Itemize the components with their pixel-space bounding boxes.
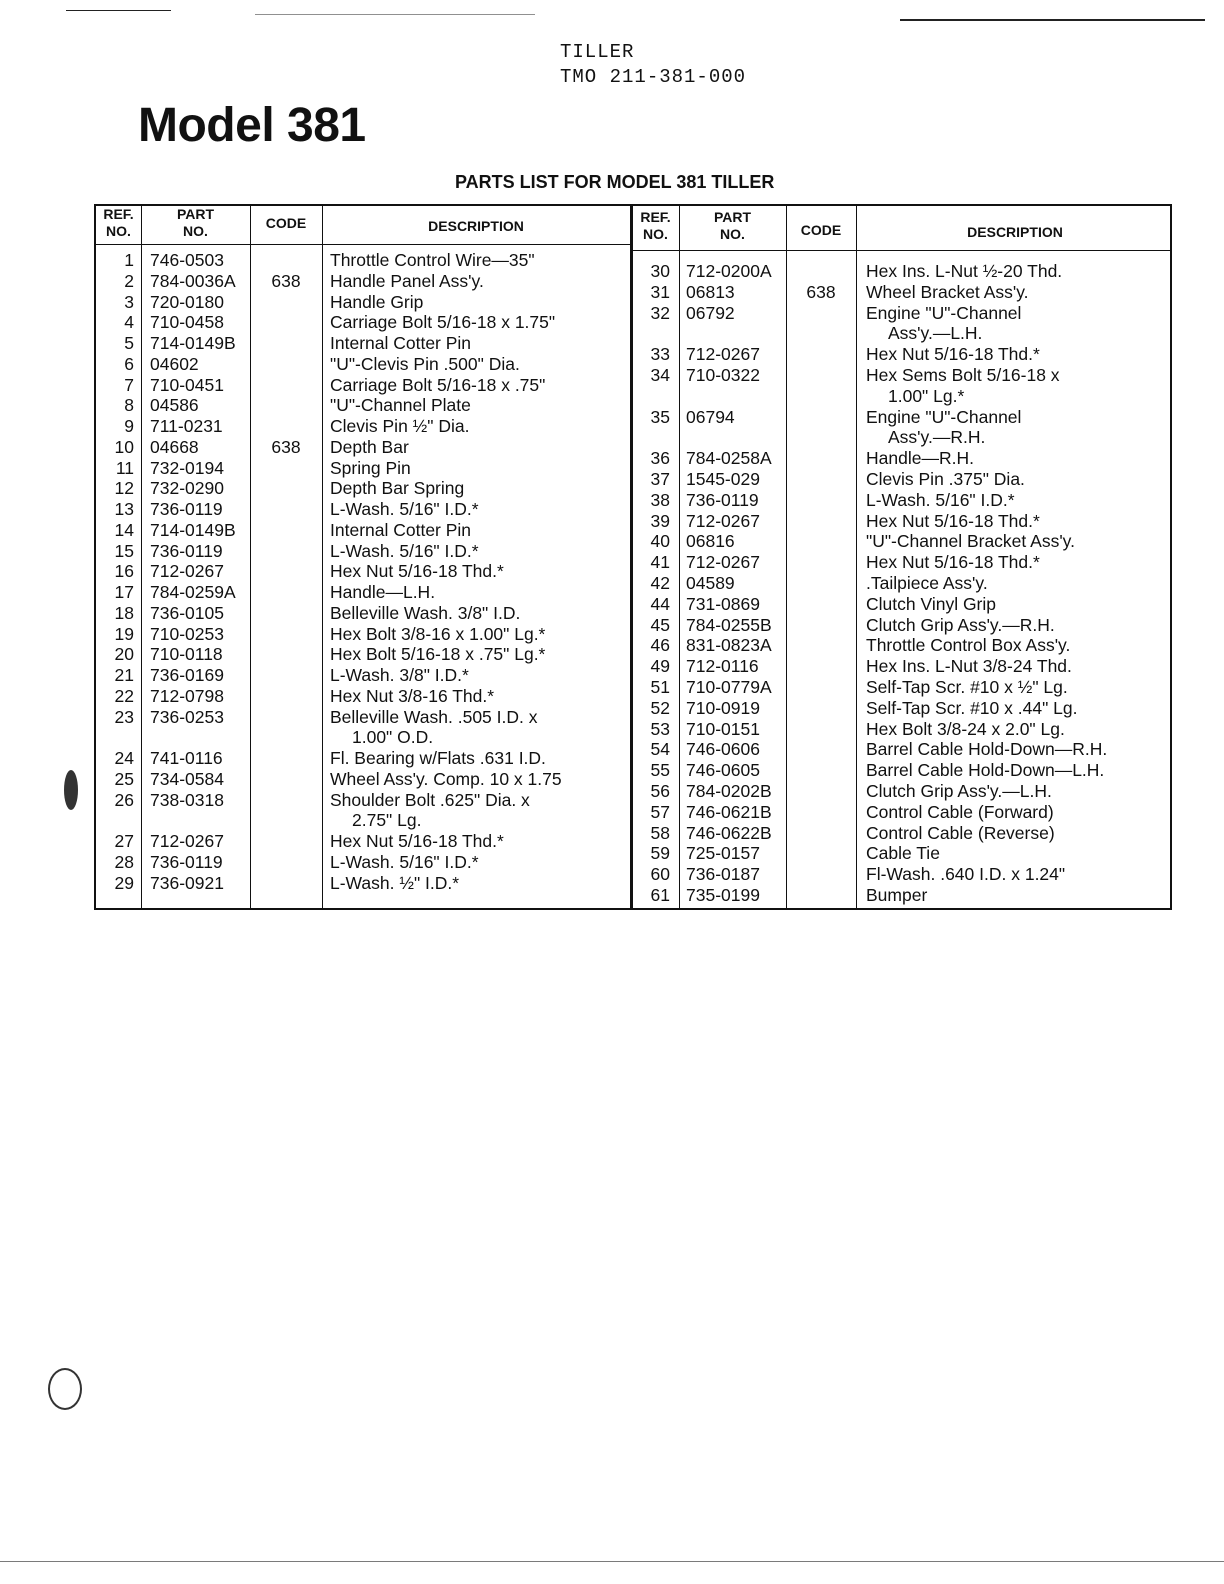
description-text: 1.00" O.D.	[352, 727, 434, 748]
code-value: 638	[271, 436, 301, 457]
part-number: 712-0267	[150, 561, 224, 582]
header-rule-left	[96, 244, 632, 245]
description-text: Engine "U"-Channel	[866, 302, 1022, 323]
description-text: Carriage Bolt 5/16-18 x 1.75"	[330, 312, 556, 333]
ref-number: 52	[650, 697, 670, 718]
header-ref-no: REF. NO.	[103, 206, 134, 239]
description-text: Hex Bolt 3/8-16 x 1.00" Lg.*	[330, 623, 546, 644]
part-number: 736-0105	[150, 602, 224, 623]
header-part-no: PART NO.	[176, 206, 215, 239]
description-text: Handle—L.H.	[330, 582, 436, 602]
part-number: 710-0151	[686, 718, 760, 739]
description-text: Barrel Cable Hold-Down—R.H.	[866, 739, 1108, 760]
part-number: 746-0606	[686, 739, 760, 760]
part-number: 784-0258A	[686, 448, 772, 469]
part-number: 712-0267	[150, 831, 224, 851]
scan-mark-bottom	[0, 1561, 1224, 1562]
description-text: L-Wash. 5/16" I.D.*	[330, 499, 479, 519]
col-divider	[679, 206, 680, 908]
header-code-right: CODE	[800, 222, 842, 238]
part-number: 784-0202B	[686, 781, 772, 801]
ref-number: 6	[124, 353, 134, 374]
header-code: CODE	[265, 215, 307, 231]
part-number: 711-0231	[150, 416, 223, 436]
ref-number: 34	[650, 365, 670, 385]
ref-number: 33	[650, 344, 670, 365]
description-text: Hex Nut 5/16-18 Thd.*	[866, 344, 1040, 365]
description-text: Handle—R.H.	[866, 448, 974, 469]
ref-number: 61	[650, 885, 670, 905]
description-text: L-Wash. 5/16" I.D.*	[330, 851, 479, 872]
ref-number: 9	[124, 416, 134, 436]
code-value: 638	[806, 281, 836, 302]
description-text: Wheel Ass'y. Comp. 10 x 1.75	[330, 768, 562, 789]
ref-number: 31	[650, 281, 670, 302]
ref-number: 40	[650, 531, 670, 552]
ref-number: 46	[650, 635, 670, 656]
description-text: L-Wash. 5/16" I.D.*	[330, 540, 479, 561]
ref-number: 17	[114, 582, 134, 602]
part-number: 746-0605	[686, 760, 760, 781]
description-text: Engine "U"-Channel	[866, 406, 1022, 427]
ref-number: 38	[650, 489, 670, 510]
code-value: 638	[271, 270, 301, 291]
part-number: 04586	[150, 395, 199, 416]
ref-number: 20	[114, 644, 134, 665]
part-number: 735-0199	[686, 885, 760, 905]
part-number: 736-0169	[150, 665, 224, 685]
ref-number: 56	[650, 781, 670, 801]
part-number: 732-0290	[150, 478, 224, 499]
part-number: 784-0255B	[686, 614, 772, 635]
description-text: Hex Ins. L-Nut 3/8-24 Thd.	[866, 656, 1072, 677]
description-text: Cable Tie	[866, 843, 940, 864]
description-text: Throttle Control Box Ass'y.	[866, 635, 1071, 656]
part-number: 712-0116	[686, 656, 759, 677]
ref-number: 5	[124, 333, 134, 353]
ref-number: 42	[650, 573, 670, 593]
ref-number: 25	[114, 768, 134, 789]
col-divider	[250, 206, 251, 908]
scan-mark-top-left	[66, 10, 171, 11]
header-rule-right	[632, 250, 1172, 251]
header-line-2: TMO 211-381-000	[560, 66, 747, 88]
ref-number: 57	[650, 801, 670, 822]
description-text: Clutch Vinyl Grip	[866, 593, 997, 614]
ref-number: 54	[650, 739, 670, 760]
ref-number: 58	[650, 822, 670, 843]
part-number: 741-0116	[150, 748, 223, 768]
description-text: L-Wash. 3/8" I.D.*	[330, 665, 469, 685]
ref-number: 16	[114, 561, 134, 582]
punch-hole-mark-2	[64, 770, 78, 810]
description-text: Depth Bar Spring	[330, 478, 465, 499]
part-number: 736-0119	[150, 499, 223, 519]
description-text: Control Cable (Forward)	[866, 801, 1054, 822]
description-text: Clutch Grip Ass'y.—L.H.	[866, 781, 1052, 801]
description-text: Hex Nut 5/16-18 Thd.*	[330, 831, 504, 851]
ref-number: 53	[650, 718, 670, 739]
ref-number: 3	[124, 291, 134, 312]
scan-mark-top-center	[255, 14, 535, 15]
part-number: 04589	[686, 573, 735, 593]
ref-number: 19	[114, 623, 134, 644]
description-text: Clevis Pin .375" Dia.	[866, 469, 1025, 489]
ref-number: 51	[650, 677, 670, 697]
ref-number: 45	[650, 614, 670, 635]
ref-number: 13	[114, 499, 134, 519]
description-text: Ass'y.—R.H.	[888, 427, 986, 448]
description-text: Hex Ins. L-Nut ½-20 Thd.	[866, 261, 1063, 281]
description-text: .Tailpiece Ass'y.	[866, 573, 988, 593]
part-number: 710-0253	[150, 623, 224, 644]
description-text: Handle Panel Ass'y.	[330, 270, 484, 291]
ref-number: 21	[114, 665, 134, 685]
part-number: 712-0798	[150, 685, 224, 706]
ref-number: 8	[124, 395, 134, 416]
ref-number: 28	[114, 851, 134, 872]
ref-number: 41	[650, 552, 670, 573]
description-text: 2.75" Lg.	[352, 810, 422, 831]
ref-number: 49	[650, 656, 670, 677]
ref-number: 32	[650, 302, 670, 323]
part-number: 04668	[150, 436, 199, 457]
ref-number: 44	[650, 593, 670, 614]
model-title: Model 381	[138, 99, 366, 152]
description-text: Hex Bolt 3/8-24 x 2.0" Lg.	[866, 718, 1065, 739]
ref-number: 18	[114, 602, 134, 623]
part-number: 725-0157	[686, 843, 760, 864]
part-number: 06813	[686, 281, 735, 302]
description-text: Throttle Control Wire—35"	[330, 250, 535, 270]
description-text: Hex Nut 5/16-18 Thd.*	[866, 552, 1040, 573]
part-number: 710-0458	[150, 312, 224, 333]
description-text: Barrel Cable Hold-Down—L.H.	[866, 760, 1105, 781]
ref-number: 12	[114, 478, 134, 499]
description-text: Hex Nut 5/16-18 Thd.*	[330, 561, 504, 582]
description-text: Hex Bolt 5/16-18 x .75" Lg.*	[330, 644, 546, 665]
description-text: Belleville Wash. .505 I.D. x	[330, 706, 538, 727]
scan-mark-top-right	[900, 19, 1205, 21]
description-text: 1.00" Lg.*	[888, 385, 965, 406]
description-text: Self-Tap Scr. #10 x ½" Lg.	[866, 677, 1068, 697]
ref-number: 36	[650, 448, 670, 469]
ref-number: 4	[124, 312, 134, 333]
ref-number: 59	[650, 843, 670, 864]
part-number: 04602	[150, 353, 199, 374]
part-number: 710-0118	[150, 644, 223, 665]
description-text: "U"-Clevis Pin .500" Dia.	[330, 353, 520, 374]
document-header	[560, 40, 746, 90]
col-divider-middle	[630, 206, 633, 908]
col-divider	[141, 206, 142, 908]
part-number: 746-0621B	[686, 801, 772, 822]
description-text: Self-Tap Scr. #10 x .44" Lg.	[866, 697, 1078, 718]
part-number: 736-0119	[686, 489, 759, 510]
description-text: Hex Nut 3/8-16 Thd.*	[330, 685, 495, 706]
part-number: 710-0919	[686, 697, 760, 718]
description-text: Clutch Grip Ass'y.—R.H.	[866, 614, 1055, 635]
part-number: 710-0779A	[686, 677, 772, 697]
part-number: 738-0318	[150, 789, 224, 810]
part-number: 712-0200A	[686, 261, 772, 281]
ref-number: 23	[114, 706, 134, 727]
description-text: L-Wash. ½" I.D.*	[330, 872, 460, 893]
part-number: 736-0921	[150, 872, 224, 893]
description-text: Spring Pin	[330, 457, 411, 478]
description-text: Hex Nut 5/16-18 Thd.*	[866, 510, 1040, 531]
description-text: Carriage Bolt 5/16-18 x .75"	[330, 374, 546, 395]
ref-number: 39	[650, 510, 670, 531]
part-number: 732-0194	[150, 457, 224, 478]
ref-number: 22	[114, 685, 134, 706]
ref-number: 24	[114, 748, 134, 768]
part-number: 784-0259A	[150, 582, 236, 602]
description-text: Handle Grip	[330, 291, 424, 312]
part-number: 714-0149B	[150, 333, 236, 353]
description-text: Clevis Pin ½" Dia.	[330, 416, 470, 436]
ref-number: 14	[114, 519, 134, 540]
part-number: 710-0322	[686, 365, 760, 385]
part-number: 784-0036A	[150, 270, 236, 291]
part-number: 736-0187	[686, 864, 760, 885]
description-text: "U"-Channel Plate	[330, 395, 471, 416]
part-number: 06792	[686, 302, 735, 323]
part-number: 720-0180	[150, 291, 224, 312]
description-text: Control Cable (Reverse)	[866, 822, 1055, 843]
ref-number: 11	[115, 457, 134, 478]
header-line-1: TILLER	[560, 41, 635, 63]
part-number: 736-0119	[150, 851, 223, 872]
description-text: "U"-Channel Bracket Ass'y.	[866, 531, 1075, 552]
ref-number: 60	[650, 864, 670, 885]
ref-number: 26	[114, 789, 134, 810]
description-text: Fl-Wash. .640 I.D. x 1.24"	[866, 864, 1066, 885]
part-number: 710-0451	[150, 374, 224, 395]
col-divider	[322, 206, 323, 908]
description-text: Hex Sems Bolt 5/16-18 x	[866, 365, 1060, 385]
header-description-right: DESCRIPTION	[967, 224, 1063, 240]
ref-number: 2	[124, 270, 134, 291]
part-number: 712-0267	[686, 510, 760, 531]
part-number: 736-0253	[150, 706, 224, 727]
part-number: 746-0503	[150, 250, 224, 270]
description-text: L-Wash. 5/16" I.D.*	[866, 489, 1015, 510]
part-number: 714-0149B	[150, 519, 236, 540]
col-divider	[786, 206, 787, 908]
description-text: Internal Cotter Pin	[330, 519, 472, 540]
parts-table	[94, 204, 1172, 910]
description-text: Belleville Wash. 3/8" I.D.	[330, 602, 521, 623]
part-number: 1545-029	[686, 469, 760, 489]
ref-number: 27	[114, 831, 134, 851]
ref-number: 55	[650, 760, 670, 781]
part-number: 736-0119	[150, 540, 223, 561]
description-text: Fl. Bearing w/Flats .631 I.D.	[330, 748, 546, 768]
ref-number: 37	[650, 469, 670, 489]
ref-number: 29	[114, 872, 134, 893]
header-ref-no-right: REF. NO.	[640, 209, 671, 242]
description-text: Shoulder Bolt .625" Dia. x	[330, 789, 530, 810]
description-text: Depth Bar	[330, 436, 409, 457]
parts-list-title: PARTS LIST FOR MODEL 381 TILLER	[455, 172, 775, 192]
description-text: Wheel Bracket Ass'y.	[866, 281, 1029, 302]
part-number: 831-0823A	[686, 635, 772, 656]
col-divider	[856, 206, 857, 908]
ref-number: 15	[114, 540, 134, 561]
part-number: 712-0267	[686, 552, 760, 573]
part-number: 06794	[686, 406, 735, 427]
description-text: Bumper	[866, 885, 928, 905]
part-number: 731-0869	[686, 593, 760, 614]
part-number: 06816	[686, 531, 735, 552]
description-text: Ass'y.—L.H.	[888, 323, 983, 344]
ref-number: 1	[124, 250, 134, 270]
part-number: 734-0584	[150, 768, 224, 789]
part-number: 746-0622B	[686, 822, 772, 843]
part-number: 712-0267	[686, 344, 760, 365]
ref-number: 30	[650, 261, 670, 281]
description-text: Internal Cotter Pin	[330, 333, 472, 353]
ref-number: 10	[114, 436, 134, 457]
ref-number: 35	[650, 406, 670, 427]
header-part-no-right: PART NO.	[713, 209, 752, 242]
header-description: DESCRIPTION	[428, 218, 524, 234]
punch-hole-mark	[48, 1368, 82, 1410]
ref-number: 7	[124, 374, 134, 395]
